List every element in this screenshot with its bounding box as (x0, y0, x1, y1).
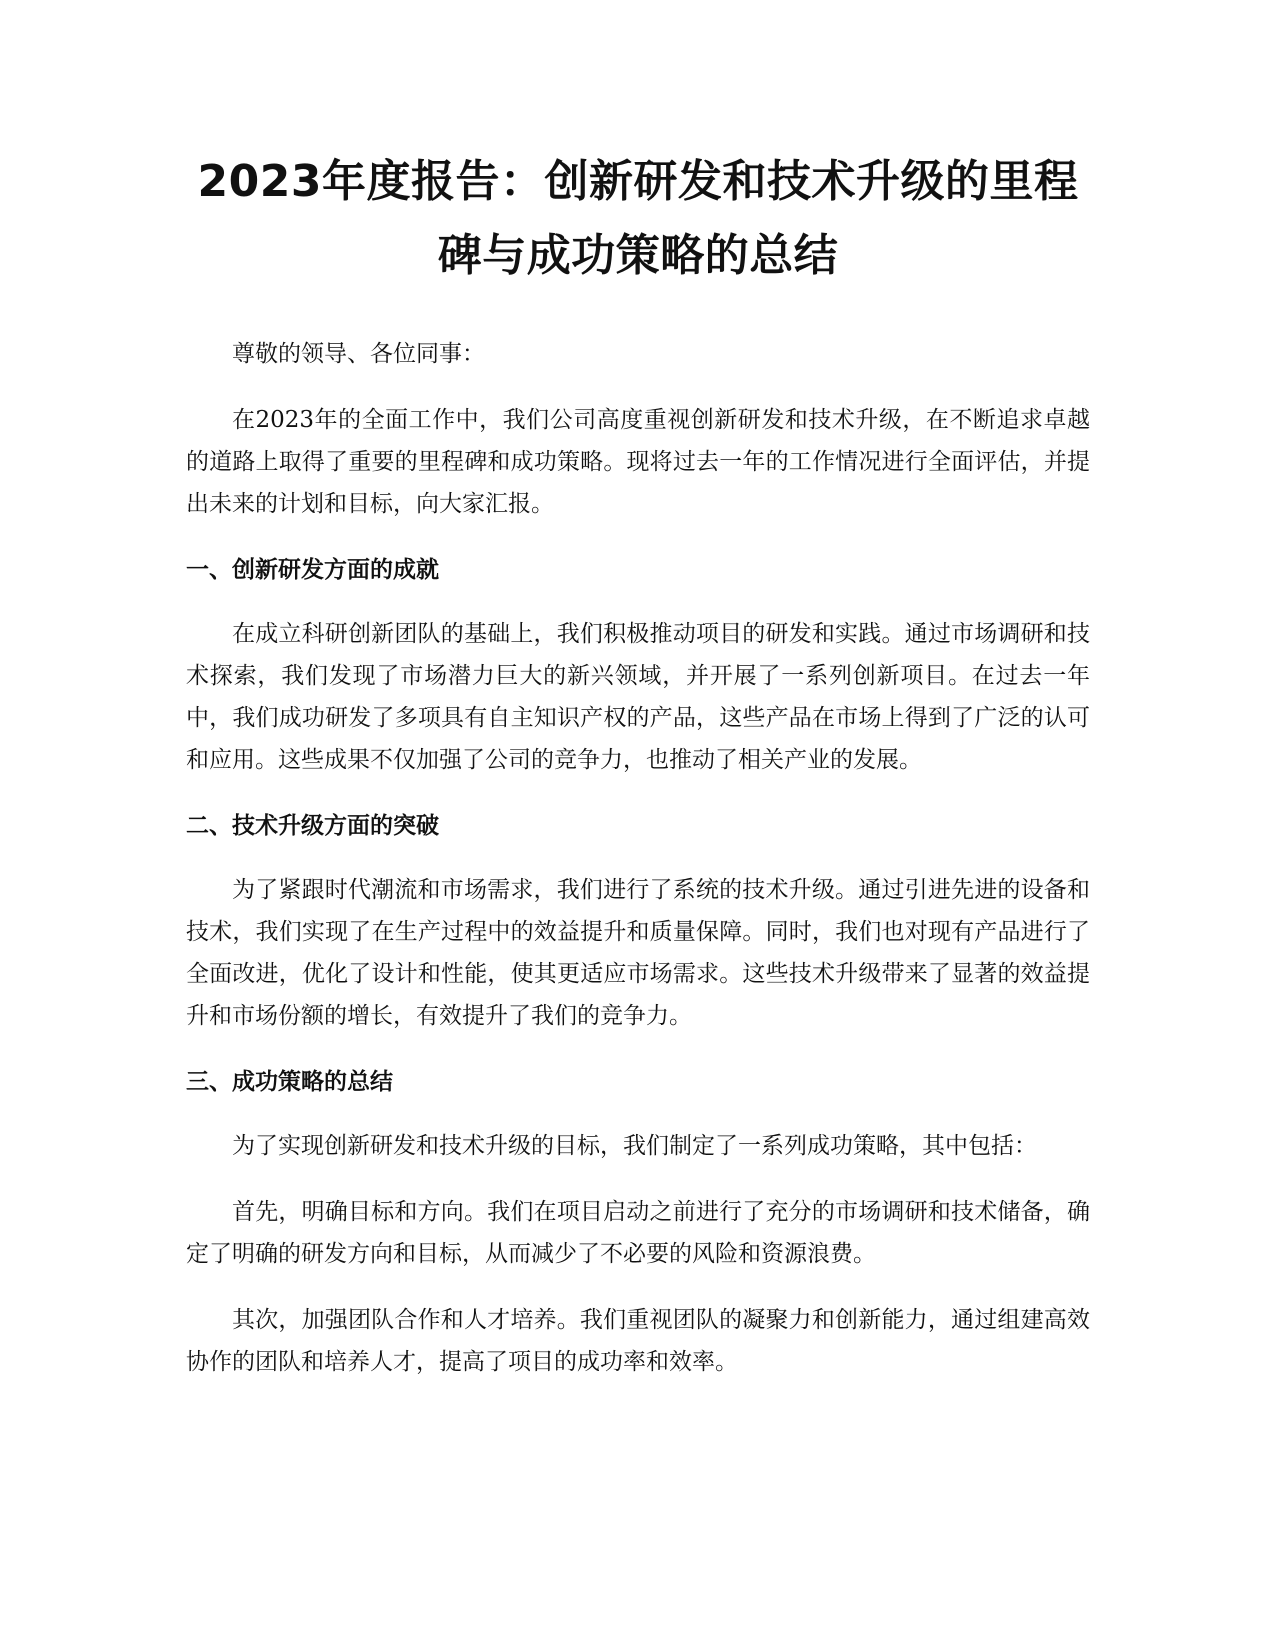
document-title: 2023年度报告：创新研发和技术升级的里程碑与成功策略的总结 (197, 156, 1079, 281)
breakthroughs-paragraph: 为了紧跟时代潮流和市场需求，我们进行了系统的技术升级。通过引进先进的设备和技术，我们实现了在生产过程中的效益提升和质量保障。同时，我们也对现有产品进行了全面改进，优化了设计和性能，使其更适应市场需求。这些技术升级带来了显著的效益提升和市场份额的增长，有效提升了我们的竞争力。 (186, 877, 1090, 1029)
section-heading-achievements: 一、创新研发方面的成就 (186, 557, 439, 583)
document-body (186, 145, 1090, 1407)
strategies-intro-paragraph: 为了实现创新研发和技术升级的目标，我们制定了一系列成功策略，其中包括： (232, 1133, 1037, 1159)
strategy-first-paragraph: 首先，明确目标和方向。我们在项目启动之前进行了充分的市场调研和技术储备，确定了明确的研发方向和目标，从而减少了不必要的风险和资源浪费。 (186, 1199, 1090, 1267)
section-heading-breakthroughs: 二、技术升级方面的突破 (186, 813, 439, 839)
greeting: 尊敬的领导、各位同事： (232, 341, 485, 367)
achievements-paragraph: 在成立科研创新团队的基础上，我们积极推动项目的研发和实践。通过市场调研和技术探索，我们发现了市场潜力巨大的新兴领域，并开展了一系列创新项目。在过去一年中，我们成功研发了多项具有自主知识产权的产品，这些产品在市场上得到了广泛的认可和应用。这些成果不仅加强了公司的竞争力，也推动了相关产业的发展。 (186, 621, 1090, 773)
strategy-second-paragraph: 其次，加强团队合作和人才培养。我们重视团队的凝聚力和创新能力，通过组建高效协作的团队和培养人才，提高了项目的成功率和效率。 (186, 1307, 1090, 1375)
intro-paragraph: 在2023年的全面工作中，我们公司高度重视创新研发和技术升级，在不断追求卓越的道路上取得了重要的里程碑和成功策略。现将过去一年的工作情况进行全面评估，并提出未来的计划和目标，向大家汇报。 (186, 407, 1090, 517)
section-heading-strategies: 三、成功策略的总结 (186, 1069, 393, 1095)
